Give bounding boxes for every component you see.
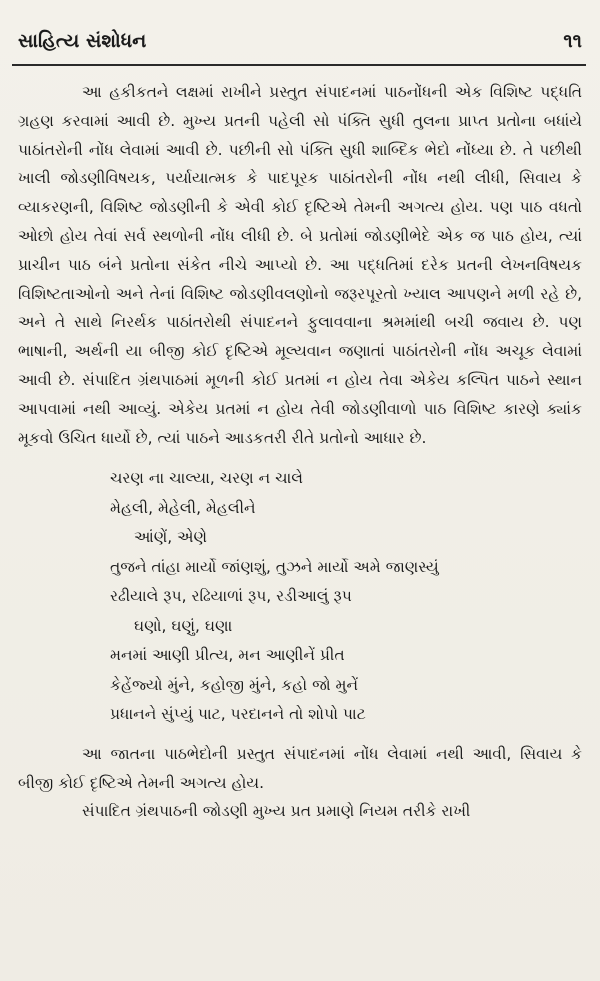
variant-line-1: ચરણ ના ચાલ્યા, ચરણ ન ચાલે: [110, 469, 303, 488]
variant-examples: [18, 464, 582, 730]
paragraph-spelling-rule: સંપાદિત ગ્રંથપાઠની જોડણી મુખ્ય પ્રત પ્રમાણે નિયમ તરીકે રાખી: [82, 802, 471, 821]
variant-line-6: ઘણો, ઘણું, ઘણા: [134, 616, 233, 635]
variant-line-8: કેહેંજ્યો મુંને, કહોજી મુંને, કહો જો મુનેં: [110, 675, 359, 694]
variant-line-4: તુજને તાંહા માર્યો જાંણશું, તુઝને માર્યો અમે જાણસ્યું: [110, 557, 439, 576]
variant-line-5: રઢીયાલે રૂપ, રઢિયાળાં રૂપ, રડીઆલું રૂપ: [110, 587, 352, 606]
page-number: ૧૧: [563, 30, 582, 52]
running-title: સાહિત્ય સંશોધન: [18, 30, 147, 52]
body-text: [18, 78, 582, 452]
variant-line-2: મેહલી, મેહેલી, મેહલીને: [110, 498, 256, 517]
running-header: [12, 30, 586, 66]
variant-line-3: આંણેં, એણે: [134, 528, 207, 547]
closing-text: [18, 740, 582, 826]
paragraph-editorial-method: આ હકીકતને લક્ષમાં રાખીને પ્રસ્તુત સંપાદનમાં પાઠનોંધની એક વિશિષ્ટ પદ્ધતિ ગ્રહણ કરવામાં આવી છે. મુખ્ય પ્રતની પહેલી સો પંક્તિ સુધી તુલના પ્રાપ્ત પ્રતોના બધાંયે પાઠાંતરોની નોંધ લેવામાં આવી છે. પછીની સો પંક્તિ સુધી શાબ્દિક ભેદો નોંધ્યા છે. તે પછીથી ખાલી જોડણીવિષયક, પર્યાયાત્મક કે પાદપૂરક પાઠાંતરોની નોંધ નથી લીધી, સિવાય કે વ્યાકરણની, વિશિષ્ટ જોડણીની કે એવી કોઈ દૃષ્ટિએ તેમની અગત્ય હોય. પણ પાઠ વધતો ઓછો હોય તેવાં સર્વ સ્થળોની નોંધ લીધી છે. બે પ્રતોમાં જોડણીભેદે એક જ પાઠ હોય, ત્યાં પ્રાચીન પાઠ બંને પ્રતોના સંકેત નીચે આપ્યો છે. આ પદ્ધતિમાં દરેક પ્રતની લેખનવિષયક વિશિષ્ટતાઓનો અને તેનાં વિશિષ્ટ જોડણીવલણોનો જરૂરપૂરતો ખ્યાલ આપણને મળી રહે છે, અને તે સાથે નિરર્થક પાઠાંતરોથી સંપાદનને ફુલાવવાના શ્રમમાંથી બચી જવાય છે. પણ ભાષાની, અર્થની યા બીજી કોઈ દૃષ્ટિએ મૂલ્યવાન જણાતાં પાઠાંતરોની નોંધ અચૂક લેવામાં આવી છે. સંપાદિત ગ્રંથપાઠમાં મૂળની કોઈ પ્રતમાં ન હોય તેવા એકેય કલ્પિત પાઠને સ્થાન આપવામાં નથી આવ્યું. એકેય પ્રતમાં ન હોય તેવી જોડણીવાળો પાઠ વિશિષ્ટ કારણે ક્યાંક મૂકવો ઉચિત ધાર્યો છે, ત્યાં પાઠને આડકતરી રીતે પ્રતોનો આધાર છે.: [18, 83, 582, 447]
variant-line-9: પ્રધાનને સુંપ્યું પાટ, પરદાનને તો શોપો પાટ: [110, 705, 366, 724]
variant-line-7: મનમાં આણી પ્રીત્ય, મન આણીનેં પ્રીત: [110, 646, 345, 665]
paragraph-variant-note: આ જાતના પાઠભેદોની પ્રસ્તુત સંપાદનમાં નોંધ લેવામાં નથી આવી, સિવાય કે બીજી કોઈ દૃષ્ટિએ તેમની અગત્ય હોય.: [18, 744, 582, 792]
